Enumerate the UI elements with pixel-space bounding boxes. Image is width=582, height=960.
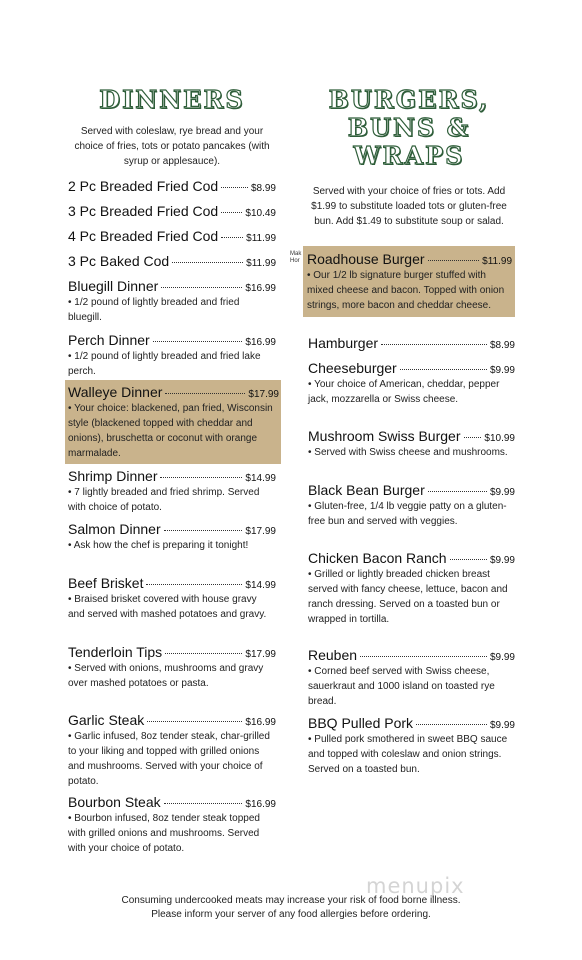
item-name: Walleye Dinner [68,384,163,400]
item-price: $9.99 [489,720,515,731]
item-name: Bourbon Steak [68,794,161,810]
item-name: 3 Pc Breaded Fried Cod [68,203,219,219]
menu-item-mushroom-swiss-burger [308,428,515,460]
menu-item-salmon [68,521,276,553]
burgers-title-line-2: BUNS & [347,113,471,142]
item-name: 4 Pc Breaded Fried Cod [68,228,219,244]
menu-item-shrimp [68,468,276,515]
menu-item-cheeseburger [308,360,515,407]
menu-item-baked-cod [68,253,276,269]
leader-dots [221,236,243,238]
margin-note: Mak Hor [290,251,302,264]
menu-item-roadhouse-burger [303,246,515,317]
item-name: Reuben [308,647,358,663]
item-description: • Grilled or lightly breaded chicken breast served with fancy cheese, lettuce, bacon and ranch dressing. Served on a toasted bun or wrapped in tortilla. [308,569,508,625]
leader-dots [164,802,243,804]
menu-item-2pc-cod [68,178,276,194]
menu-item-3pc-cod [68,203,276,219]
leader-dots [360,655,487,657]
menu-item-reuben [308,647,515,709]
leader-dots [161,286,242,288]
item-description: • Served with onions, mushrooms and gravy over mashed potatoes or pasta. [68,663,264,689]
item-price: $16.99 [245,337,276,348]
menu-item-bluegill [68,278,276,325]
menu-item-bbq-pulled-pork [308,715,515,777]
leader-dots [164,529,243,531]
item-name: Black Bean Burger [308,482,425,498]
item-price: $10.49 [245,208,276,219]
item-price: $11.99 [246,258,276,269]
leader-dots [428,259,480,261]
leader-dots [147,720,242,722]
leader-dots [464,436,482,438]
burgers-title-line-1: BURGERS, [328,85,490,114]
item-price: $9.99 [489,555,515,566]
item-price: $17.99 [248,389,279,400]
item-description: • Braised brisket covered with house gravy and served with mashed potatoes and gravy. [68,594,267,620]
item-name: Bluegill Dinner [68,278,159,294]
item-name: Salmon Dinner [68,521,161,537]
item-name: 3 Pc Baked Cod [68,253,170,269]
leader-dots [165,652,242,654]
item-description: • Bourbon infused, 8oz tender steak topped with grilled onions and mushrooms. Served with your choice of potato. [68,813,260,854]
burgers-title-line-3: WRAPS [353,141,465,170]
item-name: Roadhouse Burger [307,251,425,267]
item-price: $9.99 [489,487,515,498]
item-description: • 1/2 pound of lightly breaded and fried lake perch. [68,351,261,377]
menu-item-chicken-bacon-ranch [308,550,515,627]
leader-dots [400,368,487,370]
item-description: • Garlic infused, 8oz tender steak, char-grilled to your liking and topped with grilled onions and mushrooms. Served with your choice of potato. [68,731,270,787]
item-price: $11.99 [482,256,512,267]
menu-item-walleye [65,380,281,464]
item-name: 2 Pc Breaded Fried Cod [68,178,219,194]
item-name: Garlic Steak [68,712,145,728]
item-description: • Ask how the chef is preparing it tonight! [68,540,249,551]
menu-item-4pc-cod [68,228,276,244]
menu-item-tenderloin-tips [68,644,276,691]
menu-item-bourbon-steak [68,794,276,856]
item-price: $9.99 [489,652,515,663]
item-description: • Your choice: blackened, pan fried, Wisconsin style (blackened topped with cheddar and onions), bruschetta or coconut with orange marmalade. [68,403,273,459]
item-description: • Gluten-free, 1/4 lb veggie patty on a gluten-free bun and served with veggies. [308,501,507,527]
footer-notice [0,894,582,922]
menu-item-garlic-steak [68,712,276,789]
item-name: Chicken Bacon Ranch [308,550,447,566]
leader-dots [160,476,242,478]
item-description: • Served with Swiss cheese and mushrooms. [308,447,508,458]
menu-item-perch [68,332,276,379]
item-price: $10.99 [484,433,515,444]
item-price: $16.99 [245,717,276,728]
leader-dots [172,261,243,263]
item-name: Shrimp Dinner [68,468,158,484]
item-price: $17.99 [245,649,276,660]
footer-line-2: Please inform your server of any food allergies before ordering. [151,909,431,920]
leader-dots [428,490,487,492]
item-name: Tenderloin Tips [68,644,163,660]
item-price: $16.99 [245,283,276,294]
dinners-intro: Served with coleslaw, rye bread and your choice of fries, tots or potato pancakes (with syrup or applesauce). [74,126,270,167]
item-name: BBQ Pulled Pork [308,715,414,731]
item-price: $14.99 [245,473,276,484]
item-description: • Pulled pork smothered in sweet BBQ sauce and topped with coleslaw and onion strings. Served on a toasted bun. [308,734,508,775]
item-name: Mushroom Swiss Burger [308,428,461,444]
item-name: Hamburger [308,335,379,351]
item-description: • 1/2 pound of lightly breaded and fried bluegill. [68,297,240,323]
leader-dots [165,392,245,394]
item-price: $17.99 [245,526,276,537]
item-description: • Our 1/2 lb signature burger stuffed with mixed cheese and bacon. Topped with onion strings, more bacon and cheddar cheese. [307,270,505,311]
menu-item-black-bean-burger [308,482,515,529]
item-description: • 7 lightly breaded and fried shrimp. Served with choice of potato. [68,487,260,513]
burgers-title [303,86,515,170]
leader-dots [221,211,242,213]
item-price: $8.99 [489,340,515,351]
item-name: Cheeseburger [308,360,397,376]
footer-line-1: Consuming undercooked meats may increase your risk of food borne illness. [121,895,461,906]
item-price: $11.99 [246,233,276,244]
leader-dots [450,558,487,560]
item-name: Perch Dinner [68,332,150,348]
item-description: • Your choice of American, cheddar, pepper jack, mozzarella or Swiss cheese. [308,379,500,405]
leader-dots [221,186,248,188]
menu-item-beef-brisket [68,575,276,622]
leader-dots [416,723,487,725]
item-name: Beef Brisket [68,575,144,591]
leader-dots [381,343,487,345]
item-description: • Corned beef served with Swiss cheese, sauerkraut and 1000 island on toasted rye bread. [308,666,495,707]
item-price: $8.99 [250,183,276,194]
item-price: $14.99 [245,580,276,591]
item-price: $9.99 [489,365,515,376]
burgers-intro: Served with your choice of fries or tots. Add $1.99 to substitute loaded tots or gluten-free bun. Add $1.49 to substitute soup or salad. [311,186,507,227]
item-price: $16.99 [245,799,276,810]
dinners-title: DINNERS [99,85,245,114]
leader-dots [153,340,243,342]
menu-item-hamburger [308,335,515,351]
watermark-logo: menupix [366,874,465,898]
leader-dots [146,583,242,585]
